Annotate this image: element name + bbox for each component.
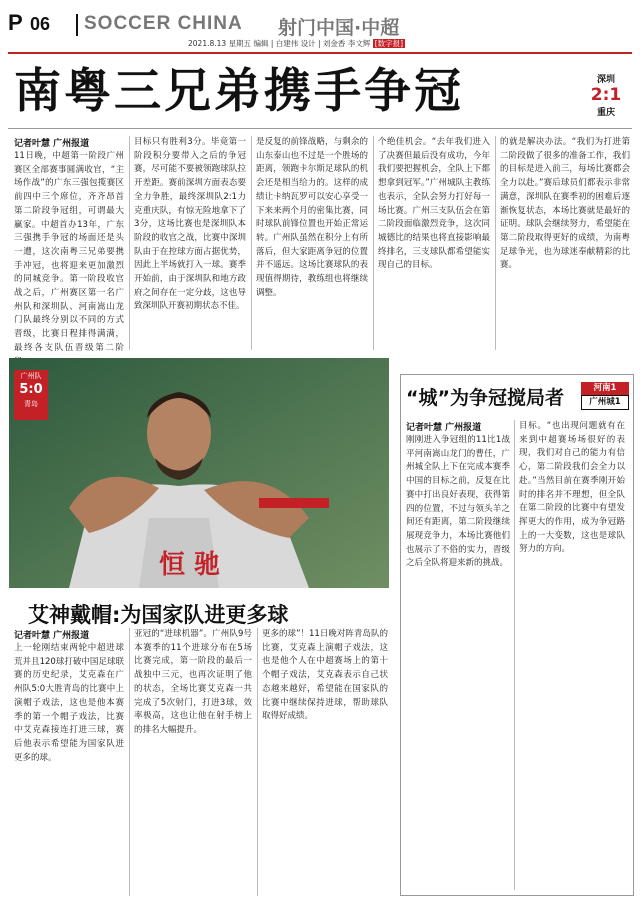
side-score-top: 河南1	[581, 382, 629, 395]
page-letter: P	[8, 10, 23, 35]
issue-weekday: 星期五	[228, 39, 252, 48]
section-name: 射门中国·中超	[278, 17, 400, 39]
score-away-team: 重庆	[596, 108, 615, 118]
designer-credit: 设计 | 刘金香	[300, 39, 346, 48]
editor-credit: 编辑 | 白建伟	[253, 39, 299, 48]
photo-score-tag	[14, 370, 48, 420]
score-value: 2:1	[590, 85, 622, 105]
sub-headline: 艾神戴帽:为国家队进更多球	[28, 603, 289, 627]
sub-column-1: 上一轮刚结束两轮中超进球荒并且120球打破中国足球联赛的历史纪录，艾克森在广州队5:0大胜青岛的比赛中上演帽子戏法，这也是他本赛季的第一个帽子戏法，比赛中艾克森接连打进三球，赛后他表示希望能为国家队进更多的球。	[14, 643, 124, 763]
side-score-box	[581, 382, 629, 410]
page-number: 06	[30, 14, 51, 34]
main-column-2: 目标只有胜利3分。毕竟第一阶段积分要带入之后的争冠赛，尽可能不要被领跑球队拉开差距。赛前深圳方面表态要全力争胜，最终深圳队2:1力克重庆队，有惊无险地拿下了3分，这场比赛也是深圳队本阶段的收官之战，比赛中深圳队由于在控球方面占据优势，因此上半场就打入一球。赛季开始前，由于深圳队和地方政府之间存在一定分歧，这也导致深圳队开赛初期状态不佳。	[134, 137, 246, 312]
column-divider	[129, 628, 130, 896]
main-headline: 南粤三兄弟携手争冠	[14, 64, 464, 119]
side-column-2: 目标。“也出现问题就有在来到中超赛场场很好的表现，我们对自己的能力有信心，第二阶段我们会全力以赴。”当然目前在赛季刚开始时的排名并不理想，但全队在第二阶段的比赛中有望发挥更大的作用，成为争冠路上的一大变数，这也是球队努力的方向。	[519, 421, 625, 555]
sub-column-2: 亚冠的“进球机器”。广州队9号本赛季的11个进球分布在5场比赛完成，第一阶段的最后一战独中三元，也再次证明了他的状态，全场比赛艾克森一共完成了5次射门，打进3球，效率极高，这也让他在射手榜上的排名大幅提升。	[134, 629, 252, 735]
digital-badge[interactable]: [数字报]	[374, 39, 404, 48]
side-column-1: 刚刚进入争冠组的11比1战平河南嵩山龙门的曹任，广州城全队上下在完成本赛季中国的目标之前，反复在比赛中打出良好表现，获得第四的位置，不过与领头羊之间还有距离，第二阶段继续展现竞争力，本场比赛他们也展示了不俗的实力，晋级之后全队将迎来新的挑战。	[406, 435, 510, 569]
masthead-divider	[76, 14, 78, 36]
photo-opponent: 青岛	[24, 400, 38, 408]
score-home-team: 深圳	[596, 75, 615, 85]
main-column-3: 是反复的前锋战略，与剩余的山东泰山也不过是一个胜场的距离，领跑卡尔斯足球队的机会还是相当给力的。这样的成绩让卡纳瓦罗可以安心享受一下来来两个月的密集比赛，同时球队前锋位置也开始正常运转。广州队虽然在积分上有所落后，但大家距离争冠的位置并不遥远。这场比赛球队的表现值得期待，教练组也将继续调整。	[256, 137, 368, 298]
photo-team: 广州队	[20, 372, 42, 380]
photo-score: 5:0	[19, 382, 43, 397]
issue-date: 2021.8.13	[188, 39, 227, 48]
header-rule	[8, 52, 632, 54]
column-divider	[251, 136, 252, 350]
main-reporter: 记者叶慧 广州报道	[14, 139, 90, 149]
jersey-text: 恒 驰	[159, 550, 221, 580]
column-divider	[495, 136, 496, 350]
main-score-box	[582, 72, 630, 126]
column-divider	[129, 136, 130, 350]
brand-name: SOCCER CHINA	[84, 13, 243, 34]
sub-reporter: 记者叶慧 广州报道	[14, 631, 90, 641]
masthead	[8, 6, 632, 39]
proof-credit: 李文辉	[347, 39, 371, 48]
side-reporter: 记者叶慧 广州报道	[406, 423, 482, 433]
column-divider	[257, 628, 258, 896]
issue-meta	[188, 38, 405, 49]
headline-rule	[8, 128, 632, 129]
player-illustration	[9, 358, 389, 588]
main-column-1: 11日晚，中超第一阶段广州赛区全部赛事圆满收官，“主场作战”的广东三强包揽赛区前四中三个席位，齐齐昂首第二阶段争冠组，可谓最大赢家。中超首办13年，广东三强携手争冠的场面还是头一遭，这次南粤三兄弟要携手冲冠，也将迎来更加激烈的同城竞争。第一阶段收官战之后，广州赛区第一名广州队和深圳队、河南嵩山龙门队最终分别以不同的方式晋级，比赛日程排得满满，最终各支队伍晋级第二阶	[14, 151, 124, 353]
column-divider	[514, 420, 515, 890]
side-score-bottom: 广州城1	[581, 395, 629, 410]
player-photo	[9, 358, 389, 588]
side-headline: “城”为争冠搅局者	[406, 387, 564, 409]
sub-column-3: 更多的球”！11日晚对阵青岛队的比赛，艾克森上演帽子戏法，这也是他个人在中超赛场上的第十个帽子戏法，艾克森表示自己状态越来越好，希望能在国家队的比赛中继续保持进球，帮助球队取得好成绩。	[262, 629, 388, 722]
main-column-4: 个绝佳机会。“去年我们进入了决赛但最后没有成功，今年我们要把握机会，全队上下都想拿到冠军。”广州城队主教练也表示，全队会努力打好每一场比赛。广州三支队伍会在第二阶段面临激烈竞争，这次同城德比的结果也将直接影响最终排名，三支球队都希望能实现自己的目标。	[378, 137, 490, 271]
main-column-5: 的就是解决办法。“我们为打进第二阶段做了很多的准备工作，我们的目标是进入前三，每场比赛都会全力以赴。”赛后球员们都表示非常满意，深圳队在赛季初的困难后逐渐恢复状态，本场比赛就是最好的证明。球队会继续努力，希望能在第二阶段取得更好的成绩，为南粤足球争光，也为球迷奉献精彩的比赛。	[500, 137, 630, 271]
column-divider	[373, 136, 374, 350]
